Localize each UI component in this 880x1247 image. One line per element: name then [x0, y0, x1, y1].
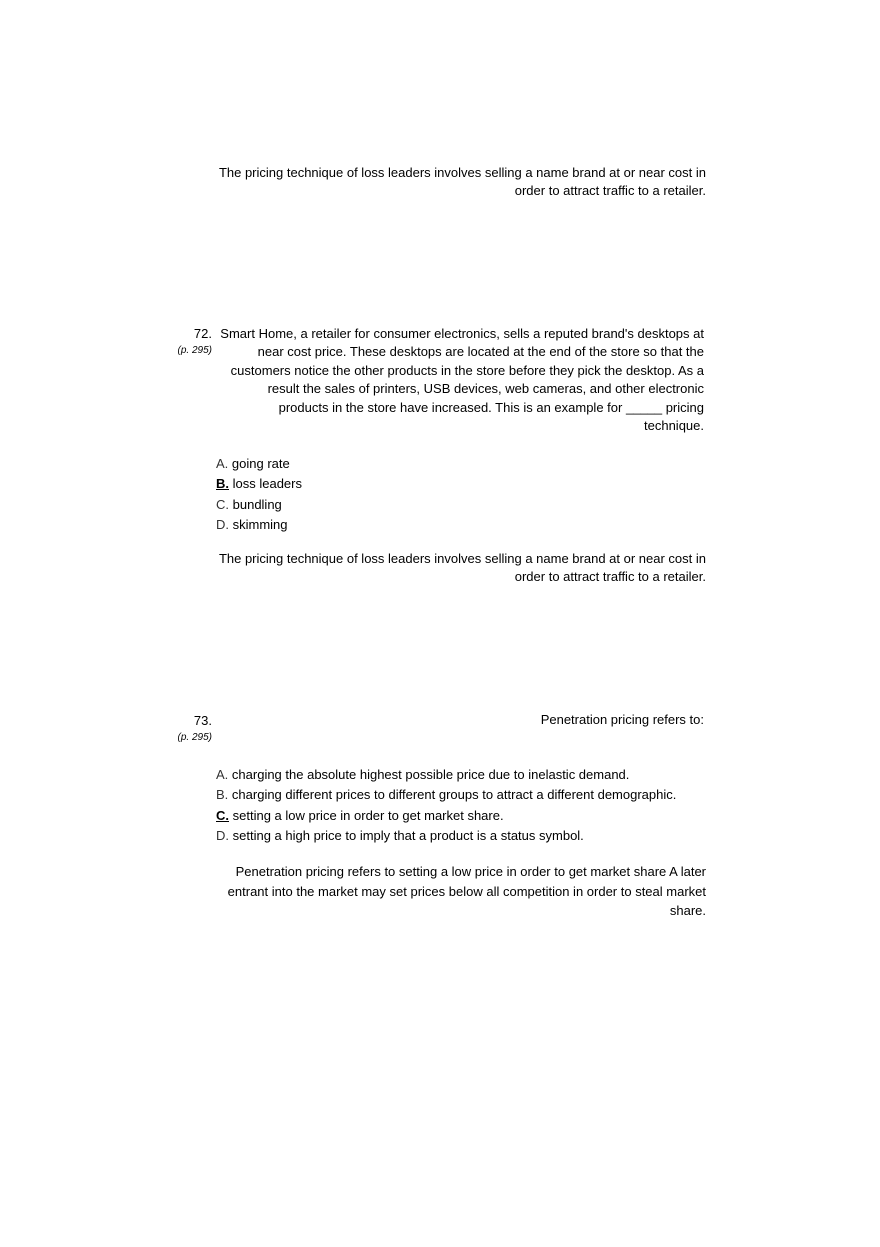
answer-option — [216, 495, 302, 515]
answer-option — [216, 826, 676, 846]
answer-option — [216, 765, 676, 785]
answer-option-correct — [216, 474, 302, 494]
option-text: setting a low price in order to get market share. — [232, 807, 504, 823]
answer-option — [216, 515, 302, 535]
option-letter: D. — [216, 827, 229, 843]
question-number: 72. — [193, 326, 212, 341]
option-letter-correct: B. — [216, 476, 229, 492]
option-text: charging the absolute highest possible price due to inelastic demand. — [231, 767, 630, 782]
answer-explanation: Penetration pricing refers to setting a low price in order to get market share A later entrant into the market may set prices below all competition in order to steal market share. — [227, 864, 706, 918]
option-letter: A. — [216, 456, 229, 471]
option-text: loss leaders — [232, 476, 302, 492]
answer-options — [216, 454, 302, 535]
answer-explanation: The pricing technique of loss leaders involves selling a name brand at or near cost in order to attract traffic to a retailer. — [218, 551, 706, 584]
answer-option — [216, 785, 676, 805]
top-explanation: The pricing technique of loss leaders involves selling a name brand at or near cost in order to attract traffic to a retailer. — [218, 165, 706, 198]
answer-options — [216, 765, 676, 846]
option-text: setting a high price to imply that a product is a status symbol. — [232, 827, 584, 843]
page-reference: (p. 295) — [177, 732, 212, 743]
option-text: going rate — [231, 456, 290, 471]
option-letter: C. — [216, 496, 229, 512]
option-text: skimming — [232, 516, 288, 532]
page-reference: (p. 295) — [177, 345, 212, 356]
option-letter: A. — [216, 767, 229, 782]
question-stem: Smart Home, a retailer for consumer electronics, sells a reputed brand's desktops at near cost price. These desktops are located at the end of the store so that the customers notice the other products in the store before they pick the desktop. As a result the sales of printers, USB devices, web cameras, and other electronic products in the store have increased. This is an example for _____ pricing technique. — [220, 326, 704, 434]
option-letter-correct: C. — [216, 807, 229, 823]
question-stem: Penetration pricing refers to: — [540, 712, 704, 727]
option-letter: B. — [216, 787, 229, 803]
answer-option — [216, 454, 302, 474]
answer-option-correct — [216, 806, 676, 826]
option-text: bundling — [232, 496, 282, 512]
question-number: 73. — [193, 713, 212, 728]
option-letter: D. — [216, 516, 229, 532]
option-text: charging different prices to different groups to attract a different demographic. — [231, 787, 677, 803]
